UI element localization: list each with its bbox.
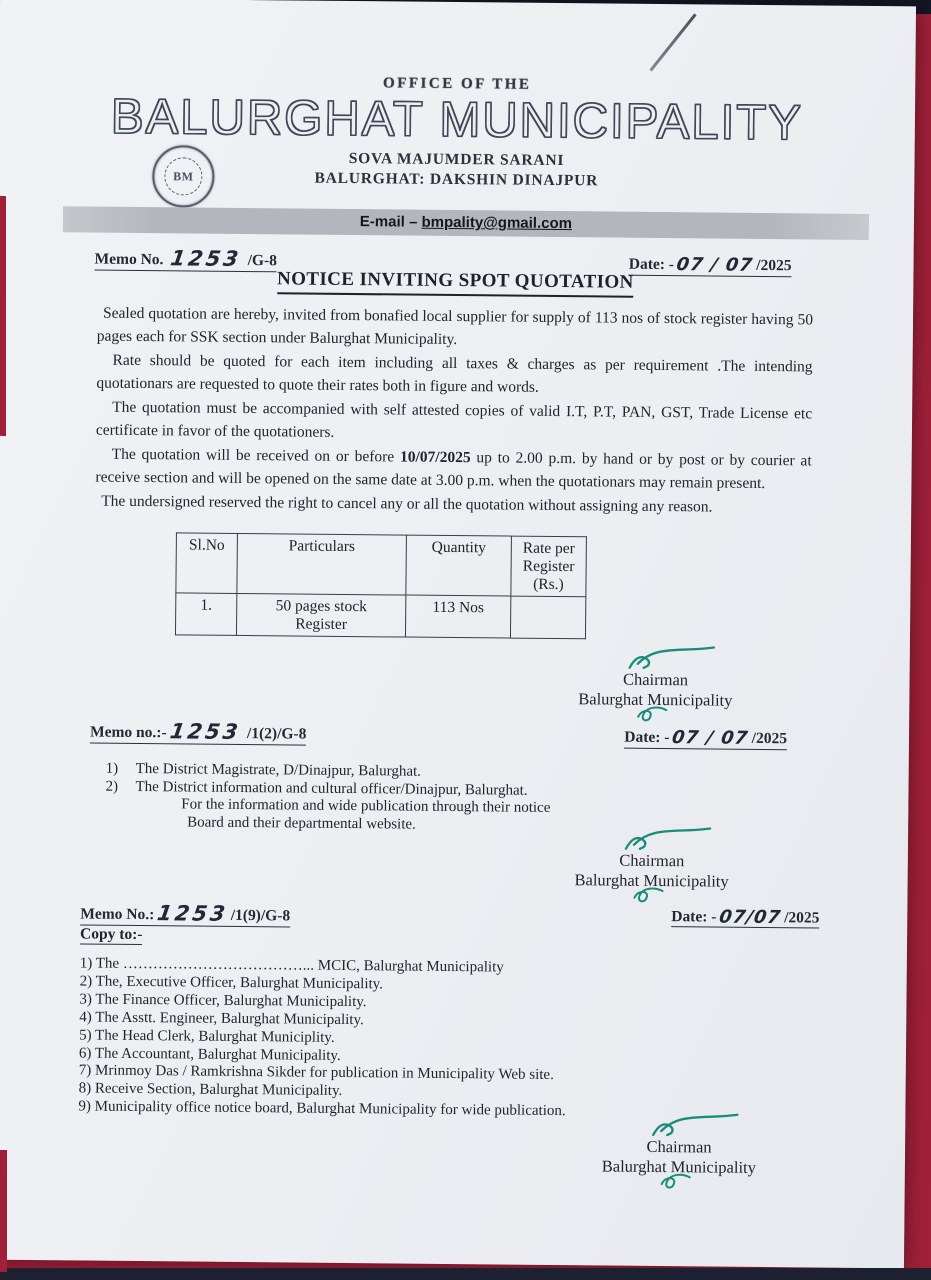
photo-background-left-sliver bbox=[0, 1150, 7, 1272]
signature-ink-icon bbox=[622, 640, 718, 675]
handwritten-date: 07/07 bbox=[717, 906, 783, 929]
list-item bbox=[105, 778, 550, 800]
date-year: /2025 bbox=[751, 729, 788, 748]
copy-list-item: 6) The Accountant, Balurghat Municipality. bbox=[78, 1044, 341, 1064]
paragraph-4 bbox=[95, 443, 811, 496]
date-label: Date: - bbox=[628, 255, 675, 274]
handwritten-date: 07 / 07 bbox=[675, 254, 755, 276]
quotation-table bbox=[175, 532, 587, 639]
date-2 bbox=[624, 728, 787, 751]
copy-distribution-list bbox=[78, 955, 567, 1121]
distribution-note-1: For the information and wide publication through their notice bbox=[181, 796, 551, 816]
email-band bbox=[63, 206, 869, 240]
memo-suffix: /G-8 bbox=[247, 252, 278, 270]
handwritten-memo-number: 1253 bbox=[155, 901, 230, 926]
photo-background-bottom bbox=[0, 1268, 931, 1280]
paragraph-2: Rate should be quoted for each item including all taxes & charges as per requirement .The intending quotationars are requested to quote their rates both in figure and words. bbox=[96, 351, 813, 396]
date-label: Date: - bbox=[671, 908, 717, 926]
copy-list-item: 8) Receive Section, Balurghat Municipality. bbox=[78, 1080, 343, 1100]
signatory-title: Chairman bbox=[619, 850, 685, 871]
handwritten-date: 07 / 07 bbox=[670, 727, 751, 749]
photo-background-left-sliver bbox=[0, 196, 6, 436]
memo-label: Memo no.:- bbox=[89, 723, 167, 742]
date-label: Date: - bbox=[624, 728, 670, 747]
email-label: E-mail – bbox=[359, 213, 422, 231]
signature-flourish-icon bbox=[657, 1171, 697, 1193]
memo-row-3 bbox=[80, 901, 290, 946]
cell-particulars bbox=[236, 593, 405, 637]
date-3 bbox=[671, 907, 819, 927]
memo-suffix: /1(2)/G-8 bbox=[246, 725, 307, 743]
cell-slno: 1. bbox=[175, 593, 236, 636]
memo-number-3 bbox=[80, 901, 290, 927]
notice-title: NOTICE INVITING SPOT QUOTATION bbox=[277, 268, 634, 297]
header-slno: Sl.No bbox=[176, 533, 238, 594]
copy-list-item: 5) The Head Clerk, Balurghat Municiplity. bbox=[79, 1027, 335, 1046]
photo-artifact-shadow bbox=[649, 13, 696, 71]
item-number: 2) bbox=[105, 778, 119, 795]
memo-number-2 bbox=[90, 720, 307, 746]
memo-label: Memo No. bbox=[94, 250, 164, 269]
copy-list-item: 9) Municipality office notice board, Balurghat Municipality for wide publication. bbox=[78, 1098, 566, 1120]
signatory-org: Balurghat Municipality bbox=[601, 1156, 757, 1177]
signature-flourish-icon bbox=[629, 885, 669, 907]
organization-name: BALURGHAT MUNICIPALITY bbox=[110, 89, 804, 151]
copy-list-item: 3) The Finance Officer, Balurghat Municipality. bbox=[79, 991, 367, 1011]
deadline-date: 10/07/2025 bbox=[399, 448, 471, 467]
signature-flourish-icon bbox=[633, 704, 673, 726]
cell-particulars-text: 50 pages stock Register bbox=[275, 597, 367, 633]
header-quantity: Quantity bbox=[406, 535, 512, 596]
signature-block-1 bbox=[565, 669, 745, 711]
signatory-title: Chairman bbox=[622, 669, 689, 690]
office-line: OFFICE OF THE bbox=[383, 75, 532, 93]
signature-block-3 bbox=[589, 1136, 769, 1178]
notice-body bbox=[95, 302, 813, 521]
signatory-title: Chairman bbox=[646, 1136, 712, 1157]
signature-ink-icon bbox=[618, 821, 714, 856]
cell-quantity: 113 Nos bbox=[405, 595, 510, 638]
memo-label: Memo No.: bbox=[80, 905, 155, 924]
memo-suffix: /1(9)/G-8 bbox=[230, 906, 291, 925]
copy-list-item: 2) The, Executive Officer, Balurghat Municipality. bbox=[79, 973, 384, 993]
paragraph-3: The quotation must be accompanied with self attested copies of valid I.T, P.T, PAN, GST, Trade License etc certificate in favor of the quotationers. bbox=[95, 398, 813, 441]
handwritten-memo-number: 1253 bbox=[168, 246, 243, 271]
email-address: bmpality@gmail.com bbox=[421, 213, 573, 233]
copy-list-item: 4) The Asstt. Engineer, Balurghat Municipality. bbox=[79, 1009, 364, 1028]
header-particulars: Particulars bbox=[237, 533, 407, 595]
memo-row-2 bbox=[90, 720, 787, 751]
paragraph-1: Sealed quotation are hereby, invited from bonafied local supplier for supply of 113 nos of stock register having 50 pages each for SSK section under Balurghat Municipality. bbox=[96, 304, 814, 349]
paragraph-4-post: up to 2.00 p.m. by hand or by post or by courier at receive section and will be opened on the same date at 3.00 p.m. when the quotationars may remain present. bbox=[95, 449, 812, 492]
item-text: The District Magistrate, D/Dinajpur, Balurghat. bbox=[135, 760, 422, 780]
distribution-note-2: Board and their departmental website. bbox=[187, 813, 416, 833]
table-header-row bbox=[176, 533, 587, 597]
copy-list-item: 1) The ………………………………... MCIC, Balurghat Municipality bbox=[79, 955, 504, 976]
signatory-org: Balurghat Municipality bbox=[574, 870, 729, 891]
copy-list-item: 7) Mrinmoy Das / Ramkrishna Sikder for publication in Municipality Web site. bbox=[78, 1062, 554, 1084]
address-line-1: SOVA MAJUMDER SARANI bbox=[348, 149, 565, 170]
item-text: The District information and cultural officer/Dinajpur, Balurghat. bbox=[135, 778, 528, 799]
header-rate: Rate per Register (Rs.) bbox=[511, 536, 587, 597]
date-year: /2025 bbox=[756, 256, 792, 275]
signature-block-2 bbox=[562, 850, 742, 892]
date-year: /2025 bbox=[784, 909, 820, 927]
copy-to-label: Copy to:- bbox=[80, 925, 143, 944]
distribution-list bbox=[105, 761, 551, 835]
signature-ink-icon bbox=[645, 1107, 741, 1142]
table-row bbox=[175, 593, 585, 639]
item-number: 1) bbox=[105, 760, 119, 777]
paragraph-5: The undersigned reserved the right to cancel any or all the quotation without assigning any reason. bbox=[101, 492, 713, 516]
signatory-org: Balurghat Municipality bbox=[578, 689, 733, 710]
address-line-2: BALURGHAT: DAKSHIN DINAJPUR bbox=[314, 169, 599, 190]
seal-monogram: BM bbox=[164, 157, 202, 195]
paragraph-4-pre: The quotation will be received on or before bbox=[111, 445, 401, 466]
handwritten-memo-number: 1253 bbox=[167, 719, 242, 744]
cell-rate bbox=[510, 596, 585, 639]
